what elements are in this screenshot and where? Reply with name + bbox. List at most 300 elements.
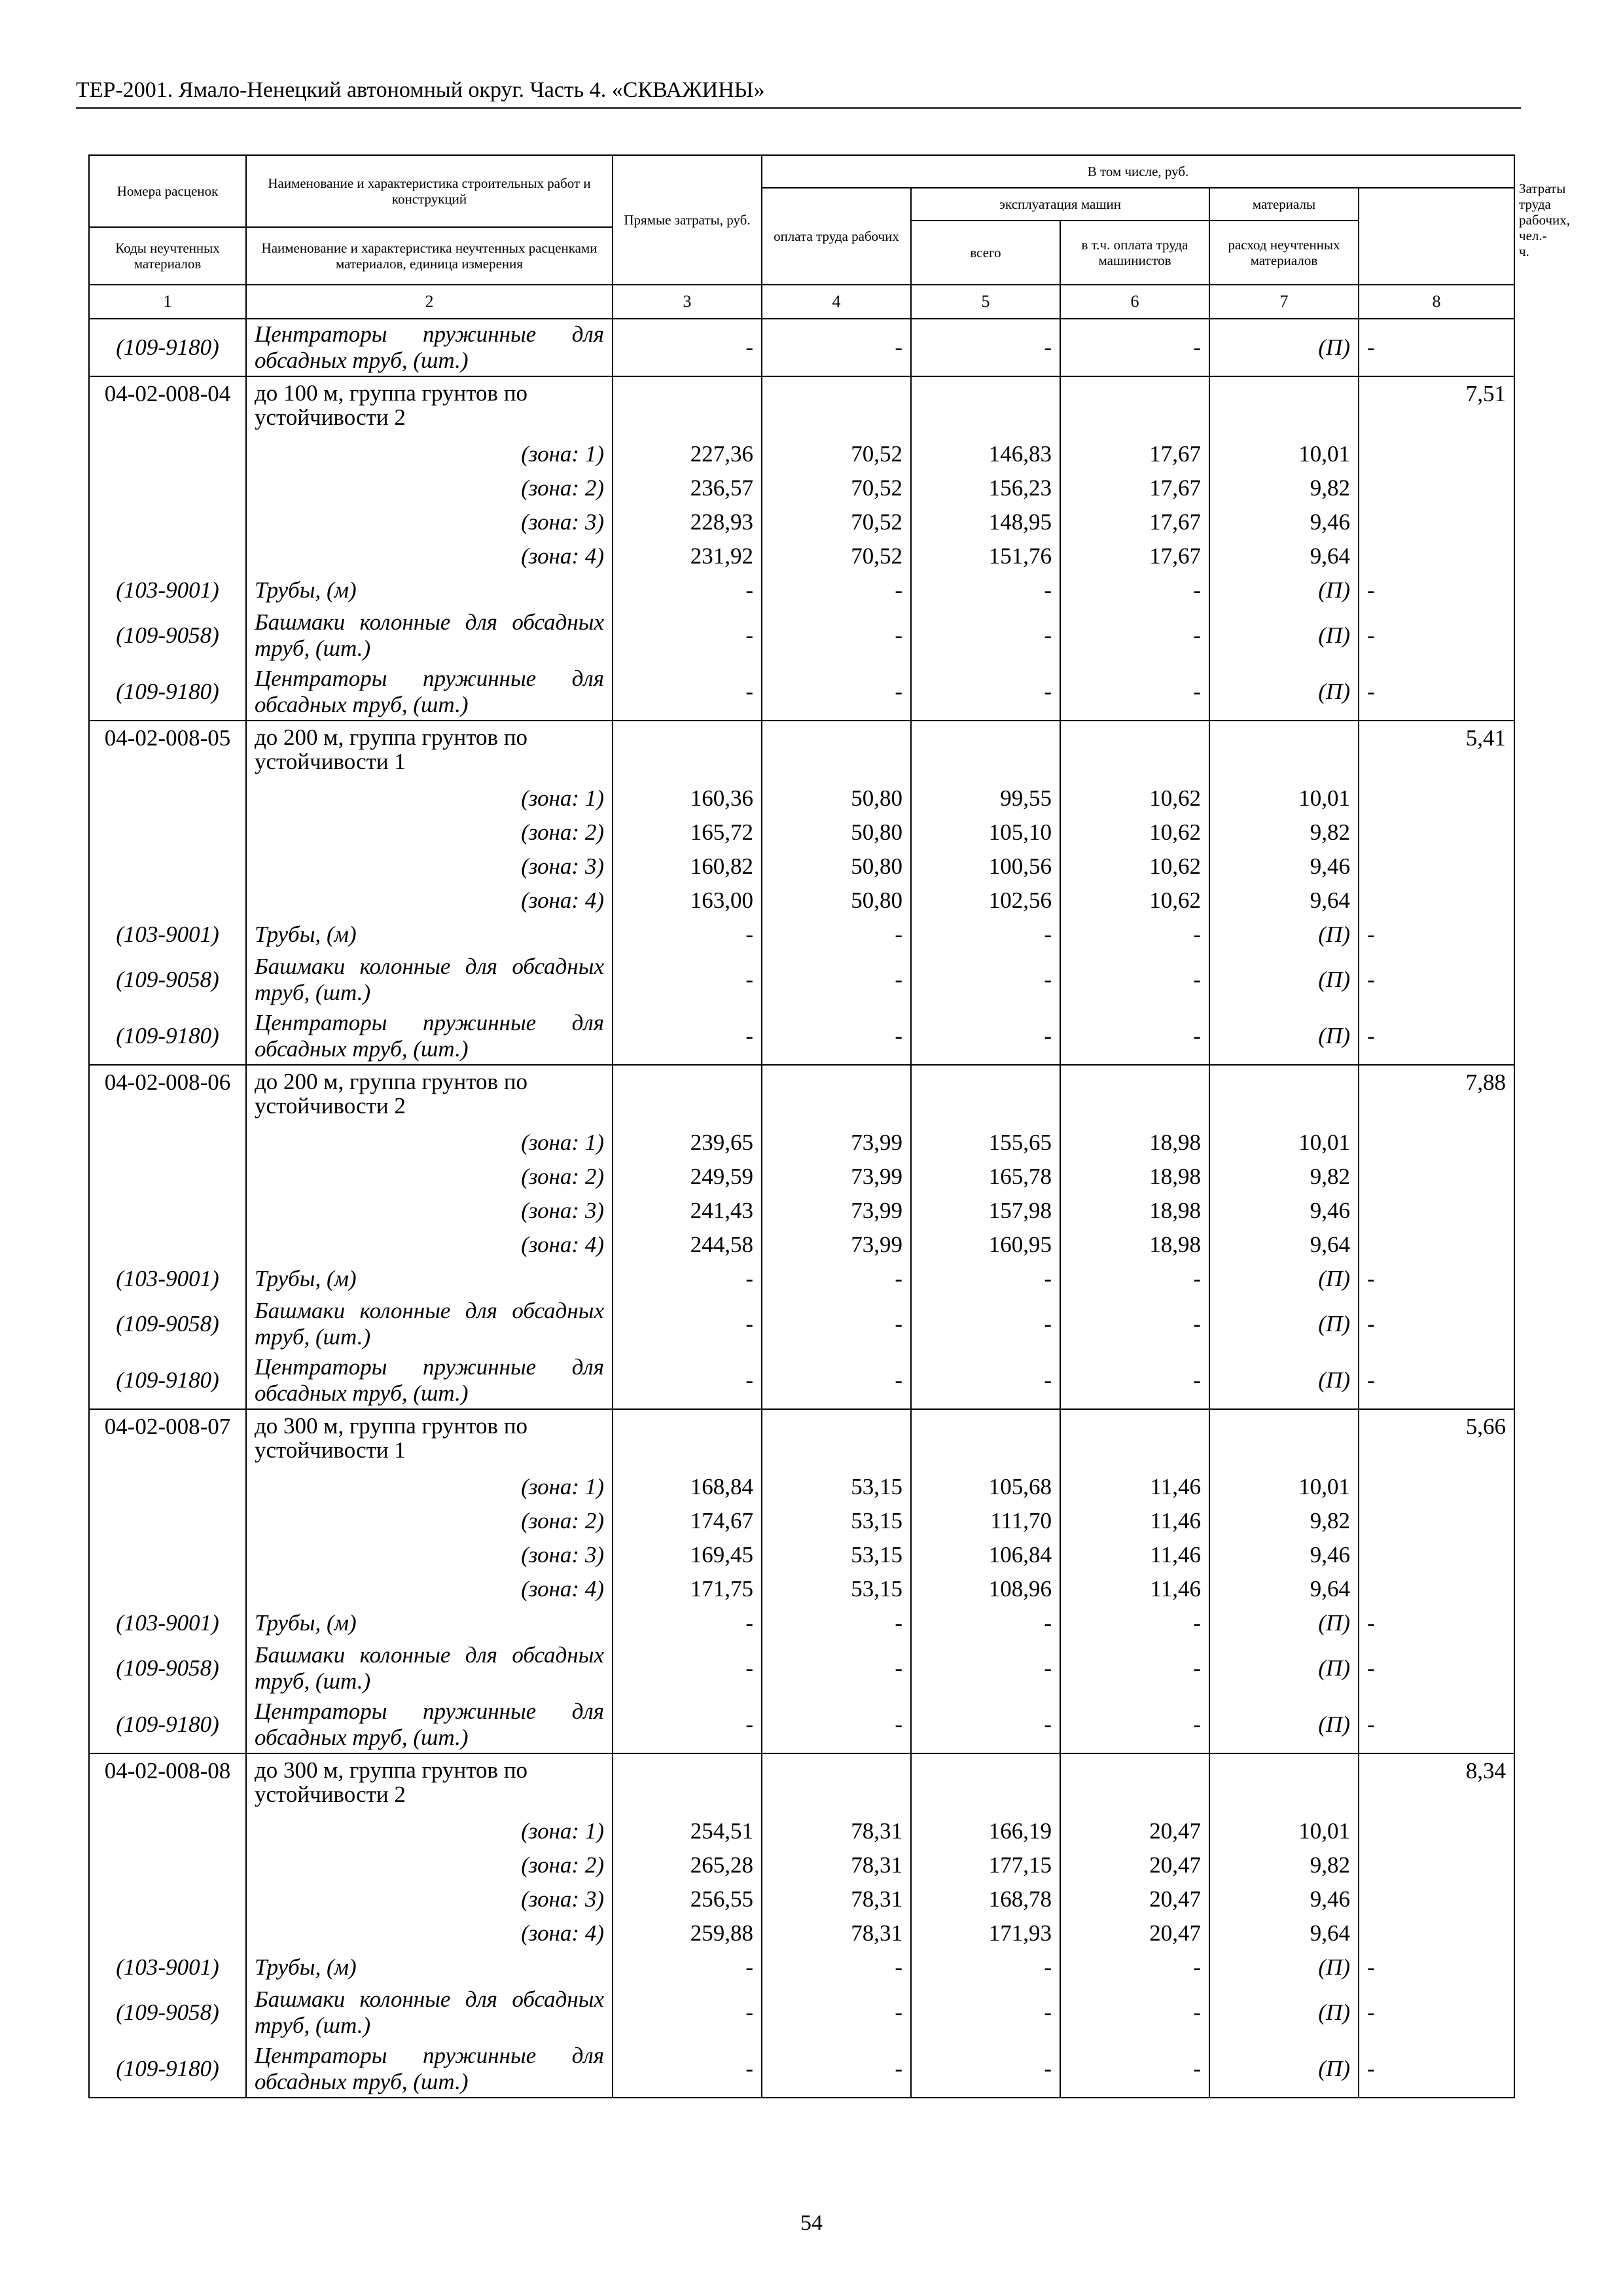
material-name-header: Наименование и характеристика неучтенных расценками материалов, единица измерения (246, 227, 613, 285)
empty-cell (89, 539, 246, 573)
section-header-row (89, 721, 1514, 781)
empty-cell (1209, 1753, 1359, 1814)
material-row (89, 1262, 1514, 1296)
table-body (89, 285, 1514, 2098)
dash-cell: - (613, 1984, 762, 2041)
empty-cell (613, 376, 762, 437)
empty-cell (1359, 884, 1514, 918)
worker-pay-value: 70,52 (762, 505, 911, 539)
empty-cell (89, 1848, 246, 1882)
dash-cell: - (613, 573, 762, 607)
direct-costs-value: 165,72 (613, 816, 762, 850)
empty-cell (762, 376, 911, 437)
material-name: Трубы, (м) (246, 1950, 613, 1984)
machines-total-value: 168,78 (911, 1882, 1060, 1916)
work-title: до 200 м, группа грунтов по устойчивости 1 (246, 721, 613, 781)
dash-cell: - (1359, 1984, 1514, 2041)
material-name: Трубы, (м) (246, 918, 613, 952)
dash-cell: - (762, 1296, 911, 1352)
dash-cell: - (911, 664, 1060, 721)
material-row (89, 1606, 1514, 1640)
rate-code: 04-02-008-05 (89, 721, 246, 781)
dash-cell: - (1359, 1640, 1514, 1696)
dash-cell: - (1359, 607, 1514, 664)
material-code: (109-9058) (89, 607, 246, 664)
machinist-pay-value: 18,98 (1060, 1160, 1209, 1194)
dash-cell: - (762, 1352, 911, 1409)
material-name: Трубы, (м) (246, 573, 613, 607)
empty-cell (89, 1504, 246, 1538)
materials-value: 9,46 (1209, 1194, 1359, 1228)
empty-cell (89, 437, 246, 471)
dash-cell: - (911, 1640, 1060, 1696)
dash-cell: - (911, 607, 1060, 664)
rate-code: 04-02-008-06 (89, 1065, 246, 1126)
empty-cell (1359, 539, 1514, 573)
column-number: 7 (1209, 285, 1359, 319)
materials-p-cell: (П) (1209, 918, 1359, 952)
worker-pay-value: 73,99 (762, 1228, 911, 1262)
direct-costs-value: 254,51 (613, 1814, 762, 1848)
zone-row (89, 1228, 1514, 1262)
empty-cell (1209, 721, 1359, 781)
dash-cell: - (762, 952, 911, 1008)
materials-p-cell: (П) (1209, 1984, 1359, 2041)
zone-row (89, 1160, 1514, 1194)
direct-costs-value: 163,00 (613, 884, 762, 918)
table-header: Номера расценок Наименование и характеристика строительных работ и конструкций Прямые затраты, руб. В том числе, руб. Затраты труда рабочих, чел.-ч. оплата труда рабочих эксплуатация машин материалы всего в т.ч. оплата труда машинистов расход неучтенных материалов Коды неучтенных материалов Наименование и характеристика неучтенных расценками материалов, единица измерения (89, 155, 1514, 285)
materials-value: 9,64 (1209, 1228, 1359, 1262)
empty-cell (1359, 1160, 1514, 1194)
materials-value: 9,64 (1209, 884, 1359, 918)
machinist-pay-value: 10,62 (1060, 781, 1209, 816)
empty-cell (1359, 1126, 1514, 1160)
machinist-pay-value: 10,62 (1060, 850, 1209, 884)
zone-label: (зона: 1) (246, 1814, 613, 1848)
dash-cell: - (613, 918, 762, 952)
dash-cell: - (911, 1296, 1060, 1352)
materials-value: 9,82 (1209, 1160, 1359, 1194)
zone-label: (зона: 4) (246, 1572, 613, 1606)
zone-label: (зона: 4) (246, 539, 613, 573)
empty-cell (1359, 1538, 1514, 1572)
machines-total-header: всего (911, 221, 1060, 285)
material-row (89, 664, 1514, 721)
dash-cell: - (911, 1008, 1060, 1065)
direct-costs-value: 228,93 (613, 505, 762, 539)
empty-cell (1060, 1065, 1209, 1126)
dash-cell: - (762, 1606, 911, 1640)
zone-label: (зона: 2) (246, 1160, 613, 1194)
machines-total-value: 99,55 (911, 781, 1060, 816)
direct-costs-value: 265,28 (613, 1848, 762, 1882)
labor-cost: 7,88 (1359, 1065, 1514, 1126)
empty-cell (1359, 505, 1514, 539)
materials-p-cell: (П) (1209, 607, 1359, 664)
empty-cell (1359, 1848, 1514, 1882)
materials-p-cell: (П) (1209, 1640, 1359, 1696)
zone-row (89, 816, 1514, 850)
material-name: Центраторы пружинные для обсадных труб, (шт.) (246, 1008, 613, 1065)
empty-cell (89, 884, 246, 918)
dash-cell: - (613, 1008, 762, 1065)
including-header: В том числе, руб. (762, 155, 1514, 188)
material-name: Трубы, (м) (246, 1606, 613, 1640)
zone-label: (зона: 4) (246, 1228, 613, 1262)
zone-row (89, 437, 1514, 471)
material-row (89, 952, 1514, 1008)
empty-cell (1359, 1882, 1514, 1916)
machinist-pay-value: 17,67 (1060, 539, 1209, 573)
dash-cell: - (1359, 918, 1514, 952)
material-code: (109-9180) (89, 2041, 246, 2098)
worker-pay-value: 53,15 (762, 1572, 911, 1606)
direct-costs-value: 236,57 (613, 471, 762, 505)
zone-label: (зона: 1) (246, 781, 613, 816)
empty-cell (1209, 1409, 1359, 1470)
materials-value: 10,01 (1209, 1126, 1359, 1160)
empty-cell (89, 850, 246, 884)
zone-row (89, 1538, 1514, 1572)
machines-total-value: 105,10 (911, 816, 1060, 850)
materials-p-cell: (П) (1209, 1262, 1359, 1296)
materials-p-cell: (П) (1209, 664, 1359, 721)
empty-cell (89, 1916, 246, 1950)
dash-cell: - (1060, 1352, 1209, 1409)
dash-cell: - (762, 918, 911, 952)
machinist-pay-value: 11,46 (1060, 1470, 1209, 1504)
materials-p-cell: (П) (1209, 1352, 1359, 1409)
empty-cell (1359, 1194, 1514, 1228)
dash-cell: - (1060, 664, 1209, 721)
rate-number-header: Номера расценок (89, 155, 246, 227)
worker-pay-value: 53,15 (762, 1504, 911, 1538)
column-number: 2 (246, 285, 613, 319)
machines-total-value: 171,93 (911, 1916, 1060, 1950)
dash-cell: - (1060, 319, 1209, 376)
dash-cell: - (911, 1696, 1060, 1753)
dash-cell: - (1359, 2041, 1514, 2098)
empty-cell (1359, 1470, 1514, 1504)
empty-cell (911, 376, 1060, 437)
zone-label: (зона: 4) (246, 884, 613, 918)
worker-pay-value: 70,52 (762, 539, 911, 573)
zone-row (89, 1194, 1514, 1228)
column-number: 1 (89, 285, 246, 319)
empty-cell (1359, 781, 1514, 816)
dash-cell: - (1060, 1640, 1209, 1696)
dash-cell: - (613, 1950, 762, 1984)
material-code: (109-9058) (89, 1984, 246, 2041)
dash-cell: - (1359, 573, 1514, 607)
machines-total-value: 106,84 (911, 1538, 1060, 1572)
rates-table (88, 154, 1571, 2098)
column-number: 8 (1359, 285, 1514, 319)
material-row (89, 319, 1514, 376)
empty-cell (911, 721, 1060, 781)
machines-total-value: 155,65 (911, 1126, 1060, 1160)
rate-code: 04-02-008-07 (89, 1409, 246, 1470)
materials-p-cell: (П) (1209, 319, 1359, 376)
worker-pay-value: 50,80 (762, 884, 911, 918)
material-row (89, 1008, 1514, 1065)
materials-value: 10,01 (1209, 1814, 1359, 1848)
labor-cost: 5,66 (1359, 1409, 1514, 1470)
section-header-row (89, 1753, 1514, 1814)
machines-total-value: 146,83 (911, 437, 1060, 471)
dash-cell: - (1359, 1950, 1514, 1984)
worker-pay-value: 73,99 (762, 1126, 911, 1160)
zone-row (89, 1916, 1514, 1950)
material-code: (103-9001) (89, 1606, 246, 1640)
materials-p-cell: (П) (1209, 952, 1359, 1008)
empty-cell (89, 1814, 246, 1848)
machine-operation-header: эксплуатация машин (911, 188, 1209, 221)
machines-total-value: 108,96 (911, 1572, 1060, 1606)
rate-code: 04-02-008-04 (89, 376, 246, 437)
work-title: до 300 м, группа грунтов по устойчивости 2 (246, 1753, 613, 1814)
dash-cell: - (762, 2041, 911, 2098)
zone-row (89, 1470, 1514, 1504)
worker-pay-value: 78,31 (762, 1814, 911, 1848)
empty-cell (613, 1409, 762, 1470)
machinist-pay-value: 17,67 (1060, 505, 1209, 539)
dash-cell: - (911, 2041, 1060, 2098)
material-code: (109-9058) (89, 1640, 246, 1696)
machines-total-value: 157,98 (911, 1194, 1060, 1228)
materials-p-cell: (П) (1209, 1696, 1359, 1753)
materials-value: 9,82 (1209, 1504, 1359, 1538)
dash-cell: - (1060, 952, 1209, 1008)
dash-cell: - (613, 1606, 762, 1640)
material-name: Центраторы пружинные для обсадных труб, (шт.) (246, 2041, 613, 2098)
zone-row (89, 1572, 1514, 1606)
material-row (89, 1696, 1514, 1753)
materials-p-cell: (П) (1209, 1008, 1359, 1065)
dash-cell: - (1060, 573, 1209, 607)
empty-cell (89, 1538, 246, 1572)
zone-label: (зона: 3) (246, 1882, 613, 1916)
dash-cell: - (1359, 1696, 1514, 1753)
dash-cell: - (613, 664, 762, 721)
material-code: (103-9001) (89, 1262, 246, 1296)
empty-cell (1359, 1504, 1514, 1538)
material-name: Башмаки колонные для обсадных труб, (шт.) (246, 607, 613, 664)
machinist-pay-value: 11,46 (1060, 1504, 1209, 1538)
empty-cell (613, 1753, 762, 1814)
material-name: Центраторы пружинные для обсадных труб, (шт.) (246, 1352, 613, 1409)
section-header-row (89, 1409, 1514, 1470)
dash-cell: - (911, 918, 1060, 952)
machines-total-value: 160,95 (911, 1228, 1060, 1262)
dash-cell: - (762, 573, 911, 607)
zone-label: (зона: 3) (246, 505, 613, 539)
dash-cell: - (762, 1008, 911, 1065)
material-code: (103-9001) (89, 573, 246, 607)
dash-cell: - (911, 1262, 1060, 1296)
machinist-pay-value: 10,62 (1060, 884, 1209, 918)
empty-cell (762, 1409, 911, 1470)
dash-cell: - (911, 1984, 1060, 2041)
machinist-pay-value: 17,67 (1060, 437, 1209, 471)
material-codes-header: Коды неучтенных материалов (89, 227, 246, 285)
empty-cell (911, 1065, 1060, 1126)
machinist-pay-value: 18,98 (1060, 1194, 1209, 1228)
empty-cell (1359, 816, 1514, 850)
worker-pay-value: 70,52 (762, 471, 911, 505)
materials-value: 9,46 (1209, 1882, 1359, 1916)
empty-cell (1359, 471, 1514, 505)
worker-pay-value: 78,31 (762, 1916, 911, 1950)
empty-cell (1359, 850, 1514, 884)
empty-cell (89, 1882, 246, 1916)
dash-cell: - (762, 1950, 911, 1984)
worker-pay-value: 50,80 (762, 816, 911, 850)
empty-cell (1359, 1916, 1514, 1950)
work-name-header: Наименование и характеристика строительных работ и конструкций (246, 155, 613, 227)
materials-usage-header: расход неучтенных материалов (1209, 221, 1359, 285)
empty-cell (89, 505, 246, 539)
zone-row (89, 1504, 1514, 1538)
dash-cell: - (1060, 2041, 1209, 2098)
machinist-pay-value: 20,47 (1060, 1848, 1209, 1882)
zone-label: (зона: 1) (246, 1126, 613, 1160)
dash-cell: - (1060, 1606, 1209, 1640)
machinist-pay-value: 11,46 (1060, 1538, 1209, 1572)
machines-total-value: 177,15 (911, 1848, 1060, 1882)
column-number: 6 (1060, 285, 1209, 319)
dash-cell: - (1060, 607, 1209, 664)
dash-cell: - (1359, 1296, 1514, 1352)
labor-cost: 8,34 (1359, 1753, 1514, 1814)
machinist-pay-value: 18,98 (1060, 1126, 1209, 1160)
dash-cell: - (762, 1696, 911, 1753)
machinist-pay-value: 18,98 (1060, 1228, 1209, 1262)
machinist-pay-header: в т.ч. оплата труда машинистов (1060, 221, 1209, 285)
empty-cell (1209, 1065, 1359, 1126)
direct-costs-value: 231,92 (613, 539, 762, 573)
direct-costs-value: 256,55 (613, 1882, 762, 1916)
work-title: до 100 м, группа грунтов по устойчивости 2 (246, 376, 613, 437)
empty-cell (762, 1065, 911, 1126)
worker-pay-value: 78,31 (762, 1882, 911, 1916)
dash-cell: - (613, 1296, 762, 1352)
materials-value: 9,82 (1209, 1848, 1359, 1882)
dash-cell: - (1359, 319, 1514, 376)
material-code: (109-9058) (89, 1296, 246, 1352)
materials-value: 9,46 (1209, 850, 1359, 884)
material-code: (103-9001) (89, 918, 246, 952)
machines-total-value: 105,68 (911, 1470, 1060, 1504)
dash-cell: - (1060, 1984, 1209, 2041)
material-row (89, 1984, 1514, 2041)
machines-total-value: 165,78 (911, 1160, 1060, 1194)
dash-cell: - (911, 952, 1060, 1008)
empty-cell (613, 1065, 762, 1126)
zone-label: (зона: 2) (246, 471, 613, 505)
materials-p-cell: (П) (1209, 2041, 1359, 2098)
empty-cell (89, 1126, 246, 1160)
empty-cell (89, 1572, 246, 1606)
materials-value: 10,01 (1209, 1470, 1359, 1504)
work-title: до 200 м, группа грунтов по устойчивости 2 (246, 1065, 613, 1126)
empty-cell (89, 1470, 246, 1504)
direct-costs-value: 259,88 (613, 1916, 762, 1950)
work-title: до 300 м, группа грунтов по устойчивости 1 (246, 1409, 613, 1470)
worker-pay-header: оплата труда рабочих (762, 188, 911, 285)
empty-cell (89, 781, 246, 816)
machinist-pay-value: 20,47 (1060, 1814, 1209, 1848)
direct-costs-value: 169,45 (613, 1538, 762, 1572)
dash-cell: - (1060, 1950, 1209, 1984)
machines-total-value: 100,56 (911, 850, 1060, 884)
zone-row (89, 471, 1514, 505)
materials-value: 9,46 (1209, 1538, 1359, 1572)
empty-cell (1060, 1753, 1209, 1814)
labor-cost: 7,51 (1359, 376, 1514, 437)
empty-cell (89, 816, 246, 850)
machines-total-value: 166,19 (911, 1814, 1060, 1848)
materials-value: 9,64 (1209, 1572, 1359, 1606)
dash-cell: - (911, 1606, 1060, 1640)
material-code: (109-9058) (89, 952, 246, 1008)
zone-row (89, 1126, 1514, 1160)
empty-cell (911, 1753, 1060, 1814)
empty-cell (1359, 437, 1514, 471)
worker-pay-value: 53,15 (762, 1538, 911, 1572)
materials-value: 9,46 (1209, 505, 1359, 539)
empty-cell (762, 721, 911, 781)
labor-cost: 5,41 (1359, 721, 1514, 781)
empty-cell (613, 721, 762, 781)
zone-label: (зона: 2) (246, 1504, 613, 1538)
material-row (89, 607, 1514, 664)
zone-label: (зона: 2) (246, 816, 613, 850)
material-row (89, 1352, 1514, 1409)
dash-cell: - (762, 1640, 911, 1696)
dash-cell: - (1060, 1696, 1209, 1753)
machines-total-value: 156,23 (911, 471, 1060, 505)
materials-value: 9,82 (1209, 471, 1359, 505)
material-code: (109-9180) (89, 1008, 246, 1065)
dash-cell: - (1359, 664, 1514, 721)
dash-cell: - (1060, 918, 1209, 952)
dash-cell: - (762, 319, 911, 376)
empty-cell (911, 1409, 1060, 1470)
empty-cell (1060, 721, 1209, 781)
dash-cell: - (1060, 1296, 1209, 1352)
column-numbers-row (89, 285, 1514, 319)
material-row (89, 2041, 1514, 2098)
material-name: Центраторы пружинные для обсадных труб, (шт.) (246, 319, 613, 376)
zone-label: (зона: 3) (246, 1194, 613, 1228)
dash-cell: - (1359, 1008, 1514, 1065)
direct-costs-value: 241,43 (613, 1194, 762, 1228)
worker-pay-value: 78,31 (762, 1848, 911, 1882)
material-code: (109-9180) (89, 1352, 246, 1409)
material-name: Башмаки колонные для обсадных труб, (шт.) (246, 1296, 613, 1352)
dash-cell: - (1359, 952, 1514, 1008)
zone-label: (зона: 3) (246, 1538, 613, 1572)
material-name: Башмаки колонные для обсадных труб, (шт.) (246, 1640, 613, 1696)
zone-label: (зона: 1) (246, 1470, 613, 1504)
material-row (89, 573, 1514, 607)
empty-cell (762, 1753, 911, 1814)
worker-pay-value: 73,99 (762, 1160, 911, 1194)
machinist-pay-value: 17,67 (1060, 471, 1209, 505)
direct-costs-value: 227,36 (613, 437, 762, 471)
material-name: Башмаки колонные для обсадных труб, (шт.) (246, 1984, 613, 2041)
